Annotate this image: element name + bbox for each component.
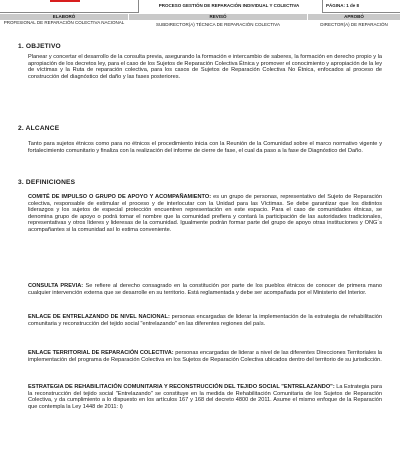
approval-table [0,14,400,36]
logo-cell [0,0,139,13]
definition-term: COMITÉ DE IMPULSO O GRUPO DE APOYO Y ACOMPAÑAMIENTO: [28,194,212,200]
page-number: PÁGINA: 1 de 8 [326,3,360,8]
definition-term: ESTRATEGIA DE REHABILITACIÓN COMUNITARIA Y RECONSTRUCCIÓN DEL TEJIDO SOCIAL "ENTRELAZANDO": [28,384,335,390]
section-title-definiciones: 3. DEFINICIONES [18,179,76,186]
role-value-reviso: SUBDIRECTOR(A) TÉCNICA DE REPARACIÓN COLECTIVA [156,22,280,27]
definition-term: ENLACE TERRITORIAL DE REPARACIÓN COLECTIVA: [28,350,174,356]
alcance-text: Tanto para sujetos étnicos como para no étnicos el procedimiento inicia con la Reunión de la Comunidad sobre el marco normativo vigente y fortalecimiento comunitario y finaliza con la realización del informe de cierre de fase, el cual da paso a la fase de Diagnóstico del Daño. [28,141,382,154]
role-head-aprobo: APROBÓ [308,14,400,20]
logo-red-bar [50,0,80,2]
definition-text: personas encargadas de liderar la implementación de la estrategia de rehabilitación comunitaria y reconstrucción del tejido social "entrelazando" en las diferentes regiones del país. [28,314,382,327]
definition-text: es un grupo de personas, representativo del Sujeto de Reparación colectiva, responsable de estimular el proceso y de interlocutar con la Unidad para las Víctimas. Se debe garantizar que los distintos liderazgos y los sujetos de especial protección encuentren representación en este espacio. Para el caso de comunidades étnicas, se denomina grupo de apoyo o podrá tomar el nombre que la comunidad prefiera y contará la participación de las autoridades tradicionales, representativas y otros líderes y lideresas de la comunidad. Igualmente podrán formar parte del grupo de apoyo otras instituciones y ONG´s acompañantes si la comunidad así lo estima conveniente. [28,194,382,233]
role-head-reviso: REVISÓ [129,14,307,20]
definition-enlace-territorial [28,350,382,363]
role-value-aprobo: DIRECTOR(A) DE REPARACIÓN [320,22,388,27]
document-header [0,0,400,12]
objetivo-text: Planear y concertar el desarrollo de la consulta previa, asegurando la formación e intercambio de saberes, la formación en derecho propio y la apropiación de los decretos ley, para el caso de los Sujetos de Reparación Colectiva Étnica y promover el conocimiento y apropiación de la ley de víctimas y la Ruta de reparación colectiva, para los casos de Sujetos de Reparación Colectiva No Étnica, enfocados al proceso de construcción del diagnóstico del daño y las fases posteriores. [28,54,382,80]
definition-text: personas encargadas de liderar a nivel de las diferentes Direcciones Territoriales la implementación del programa de Reparación Colectiva en los Sujetos de Reparación Colectiva ubicados dentro del territorio de su jurisdicción. [28,350,382,363]
definition-estrategia [28,384,382,410]
definition-text: La Estrategia para la reconstrucción del tejido social "Entrelazando" se constituye en la medida de Rehabilitación Comunitaria de los Sujetos de Reparación Colectiva, y da cumplimiento a lo dispuesto en los artículos 167 y 168 del decreto 4800 de 2011. Asume el mismo enfoque de la Reparación que contempla la Ley 1448 de 2011: l) [28,384,382,410]
definition-consulta-previa [28,283,382,296]
definition-enlace-nacional [28,314,382,327]
process-name: PROCESO GESTIÓN DE REPARACIÓN INDIVIDUAL Y COLECTIVA [158,3,300,8]
definition-comite [28,194,382,234]
definition-text: Se refiere al derecho consagrado en la constitución por parte de los pueblos étnicos de conocer de primera mano cualquier intervención externa que se desarrolle en su territorio. Está reglamentada y debe ser acompañada por el Ministerio del Interior. [28,283,383,296]
role-value-elaboro: PROFESIONAL DE REPARACIÓN COLECTIVA NACIONAL [3,20,125,25]
section-title-objetivo: 1. OBJETIVO [18,43,61,50]
section-title-alcance: 2. ALCANCE [18,125,60,132]
definition-term: ENLACE DE ENTRELAZANDO DE NIVEL NACIONAL: [28,314,170,320]
role-head-elaboro: ELABORÓ [0,14,128,20]
definition-term: CONSULTA PREVIA: [28,283,84,289]
